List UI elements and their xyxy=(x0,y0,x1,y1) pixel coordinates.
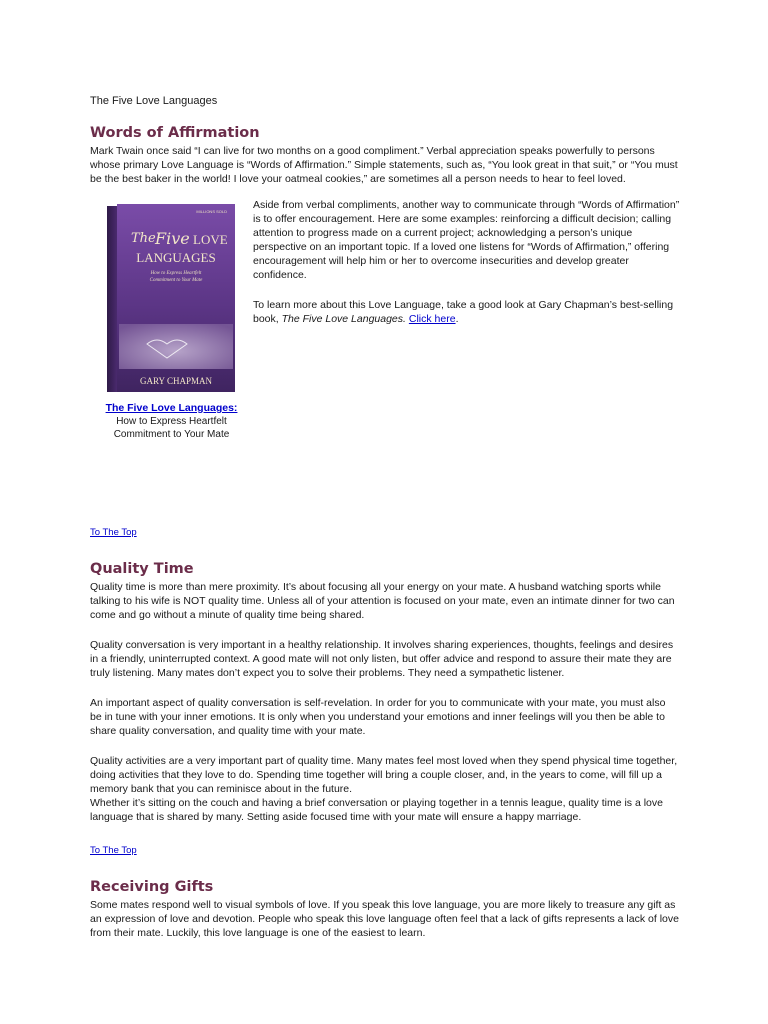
cover-author: GARY CHAPMAN xyxy=(139,376,212,386)
book-beach-scene xyxy=(119,324,233,369)
section-quality-time xyxy=(90,560,680,858)
quality-time-paragraph-4: Quality activities are a very important part of quality time. Many mates feel most loved when they spend physical time together, doing activities that they love to do. Spending time together will bring a couple closer, and, in the years to come, will fill up a memory bank that you can reminisce about in the future. xyxy=(90,755,678,795)
book-caption-line1: How to Express Heartfelt xyxy=(116,416,227,427)
cover-title-love: LOVE xyxy=(192,232,228,247)
document-page xyxy=(90,94,680,956)
affirmation-aside-paragraph: Aside from verbal compliments, another way to communicate through “Words of Affirmation” is to offer encouragement. Here are some examples: reinforcing a difficult decision; calling attention to progress made on a current project; acknowledging a person’s unique perspective on an important topic. If a loved one listens for “Words of Affirmation,” offering encouragement will help him or her to overcome insecurities and develop greater confidence. xyxy=(253,199,680,281)
heading-words-of-affirmation: Words of Affirmation xyxy=(90,125,260,141)
book-title-link[interactable]: The Five Love Languages: xyxy=(105,402,238,414)
quality-time-paragraph-3: An important aspect of quality conversation is self-revelation. In order for you to communicate with your mate, you must also be in tune with your inner emotions. It is only when you understand your emotions and inner feelings will you then be able to share quality conversation, and quality time with your mate. xyxy=(90,697,666,737)
book-caption-line2: Commitment to Your Mate xyxy=(113,429,230,440)
learn-prefix-text: To learn more about this Love Language, take a good look at Gary Chapman’s best-selling book, xyxy=(253,299,674,325)
affirmation-aside-column xyxy=(253,198,680,441)
book-feature-row xyxy=(90,198,680,441)
to-the-top-link-2[interactable]: To The Top xyxy=(90,845,137,856)
click-here-link[interactable]: Click here xyxy=(408,313,456,325)
cover-title-five: Five xyxy=(154,229,190,248)
affirmation-learn-paragraph xyxy=(253,298,680,326)
book-spine xyxy=(107,206,117,392)
cover-title-languages: LANGUAGES xyxy=(135,250,216,265)
quality-time-paragraph-2: Quality conversation is very important in a healthy relationship. It involves sharing experiences, thoughts, feelings and desires in a friendly, uninterrupted context. A good mate will not only listen, but offer advice and respond to assure their mate they are truly listening. Many mates don’t expect you to solve their problems. They need a sympathetic listener. xyxy=(90,639,674,679)
learn-suffix-text: . xyxy=(455,313,459,325)
learn-book-title: The Five Love Languages. xyxy=(281,313,406,325)
spacer xyxy=(90,441,680,522)
cover-subtitle-line1: How to Express Heartfelt xyxy=(150,271,201,276)
cover-badge: MILLIONS SOLD xyxy=(195,209,227,214)
section-words-of-affirmation xyxy=(90,124,680,540)
cover-title-the: The xyxy=(130,231,156,246)
heading-receiving-gifts: Receiving Gifts xyxy=(90,879,214,895)
quality-time-paragraph-5: Whether it’s sitting on the couch and having a brief conversation or playing together in a tennis league, quality time is a love language that is shared by many. Setting aside focused time with your mate will ensure a happy marriage. xyxy=(90,797,663,823)
section-receiving-gifts xyxy=(90,878,680,940)
heading-quality-time: Quality Time xyxy=(90,561,194,577)
affirmation-intro-paragraph: Mark Twain once said “I can live for two months on a good compliment.” Verbal appreciation speaks powerfully to persons whose primary Love Language is “Words of Affirmation.” Simple statements, such as, “You look great in that suit,” or “You must be the best baker in the world! I love your oatmeal cookies,” are sometimes all a person needs to hear to feel loved. xyxy=(90,145,678,185)
document-title: The Five Love Languages xyxy=(90,95,218,107)
receiving-gifts-paragraph-1: Some mates respond well to visual symbols of love. If you speak this love language, you are more likely to treasure any gift as an expression of love and devotion. People who speak this love language often feel that a lack of gifts represents a lack of love from their mate. Luckily, this love language is one of the easiest to learn. xyxy=(90,899,679,939)
book-cover-image[interactable] xyxy=(107,204,237,394)
to-the-top-link-1[interactable]: To The Top xyxy=(90,527,137,538)
quality-time-paragraph-1: Quality time is more than mere proximity. It’s about focusing all your energy on your mate. A husband watching sports while talking to his wife is NOT quality time. Unless all of your attention is focused on your mate, even an intimate dinner for two can come and go without a minute of quality time being shared. xyxy=(90,581,675,621)
book-column xyxy=(90,198,253,441)
cover-subtitle-line2: Commitment to Your Mate xyxy=(149,278,202,283)
